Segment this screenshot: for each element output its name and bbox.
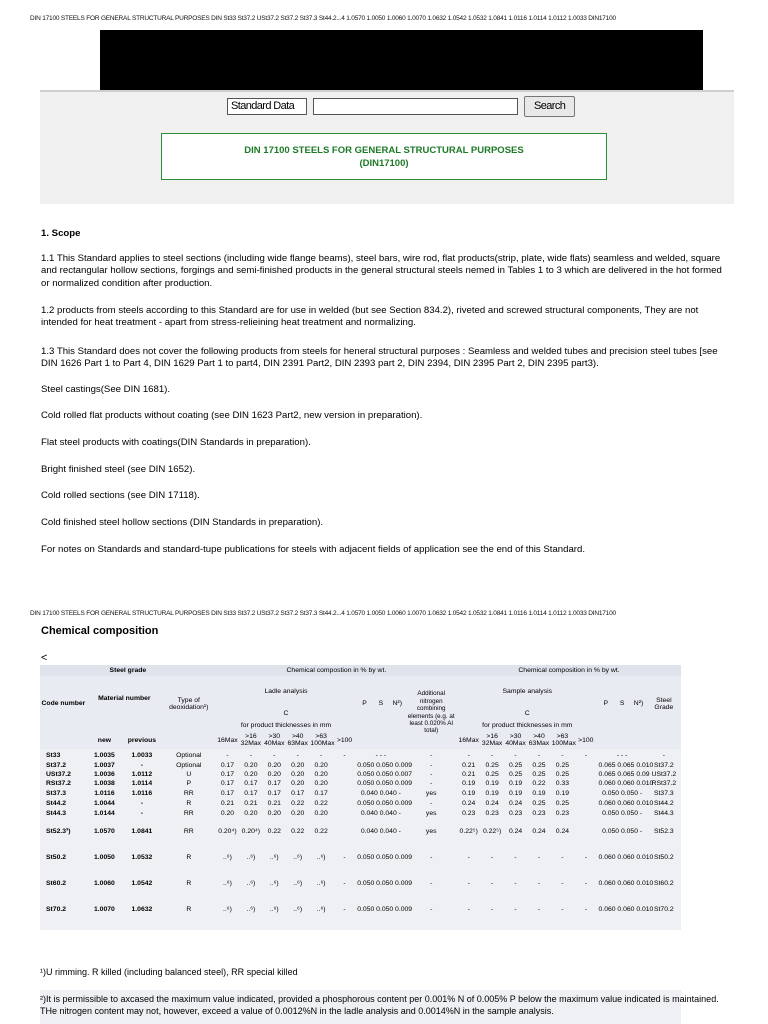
ladle-c-cell: ..⁶) — [316, 905, 326, 913]
table-row — [40, 788, 681, 798]
material-previous-cell: 1.0841 — [131, 827, 153, 835]
additional-elements-cell: - — [430, 879, 433, 887]
sample-c-cell: - — [584, 751, 587, 759]
sample-c-cell: - — [491, 879, 494, 887]
ladle-c-cell — [333, 770, 356, 779]
steel-grade-cell: USt37.2 — [651, 771, 677, 778]
steel-grade-cell: St37.2 — [654, 762, 674, 769]
ladle-c-cell: 0.17 — [291, 789, 305, 797]
sample-c-cell: 0.24 — [555, 827, 570, 835]
ladle-c-cell: 0.17 — [220, 780, 235, 787]
ladle-c-cell: 0.17 — [314, 789, 328, 797]
ladle-c-cell: 0.20 — [267, 762, 281, 769]
sample-c-cell: 0.23 — [462, 809, 476, 817]
scope-paragraph-5: Cold rolled flat products without coating (see DIN 1623 Part2, new version in preparation). — [41, 410, 423, 421]
search-button[interactable]: Search — [524, 96, 575, 117]
sample-c-cell: 0.23 — [555, 809, 570, 817]
material-new-cell: 1.0035 — [94, 751, 115, 759]
sample-c-cell: 0.25 — [532, 762, 546, 769]
ladle-psn-cell: 0.050 0.050 0.009 — [357, 879, 413, 887]
sample-c-cell: - — [561, 751, 564, 759]
scope-paragraph-1: 1.1 This Standard applies to steel sections (including wide flange beams), steel bars, wire rod, flat products(strip, plate, wide flats) seamless and welded, square and rectangular hollow sections, forgings and semi-finished products in the general structural steels nemed in Tables 1 to 3 which are delivered in the hot formed or normalized condition after production. — [41, 253, 722, 289]
sample-psn-cell: 0.050 0.050 - — [602, 827, 643, 835]
steel-grade-cell: St52.3 — [654, 827, 674, 835]
sample-c-cell — [574, 788, 597, 798]
material-new-cell: 1.0116 — [94, 789, 115, 797]
sample-c-cell: 0.22⁵) — [459, 827, 478, 835]
ladle-c-cell: 0.20 — [244, 762, 258, 769]
ladle-t100-header: >100 — [333, 731, 356, 749]
sample-c-cell: - — [514, 853, 517, 861]
deoxidation-cell: R — [186, 853, 192, 861]
code-cell: St52.3³) — [46, 827, 71, 835]
ladle-c-cell: - — [249, 751, 252, 759]
footnote-1: ¹)U rimming. R killed (including balanced steel), RR special killed — [40, 967, 298, 977]
ladle-c-cell: 0.21 — [244, 799, 258, 807]
ladle-t30-40-header: >30 40Max — [264, 733, 285, 747]
ladle-c-cell: - — [343, 879, 346, 887]
sample-psn-cell: 0.060 0.060 0.010 — [598, 799, 654, 807]
code-cell: St33 — [46, 751, 61, 759]
sample-c-cell: 0.19 — [508, 780, 523, 787]
ladle-c-cell: 0.20 — [220, 809, 235, 817]
material-previous-cell: 1.0532 — [131, 853, 153, 861]
sample-c-cell: - — [561, 879, 564, 887]
ladle-c-header: C — [216, 706, 357, 720]
material-new-cell: 1.0070 — [94, 905, 115, 913]
scope-paragraph-7: Bright finished steel (see DIN 1652). — [41, 464, 196, 475]
table-row — [40, 844, 681, 870]
page-title — [161, 133, 607, 180]
ladle-c-cell: 0.17 — [267, 780, 281, 787]
ladle-c-cell: ..⁶) — [293, 905, 303, 913]
sample-psn-cell: 0.065 0.065 0.09 — [598, 771, 650, 778]
sample-c-cell: - — [584, 905, 587, 913]
sample-t40-63-header: >40 63Max — [528, 733, 550, 747]
code-spacer — [40, 731, 87, 749]
additional-elements-cell: - — [430, 780, 433, 787]
steel-grade-cell: - — [662, 751, 665, 759]
ladle-c-cell: ..⁶) — [246, 879, 256, 887]
code-cell: RSt37.2 — [46, 780, 71, 787]
deoxidation-cell: R — [186, 879, 192, 887]
ladle-c-cell: ..⁶) — [293, 853, 303, 861]
ladle-c-cell: ..⁶) — [269, 879, 279, 887]
ladle-psn-cell: 0.050 0.050 0.009 — [357, 762, 413, 769]
ladle-c-cell: ..⁶) — [269, 853, 279, 861]
ladle-c-cell: 0.17 — [244, 780, 258, 787]
ladle-c-cell: ..⁶) — [316, 879, 326, 887]
material-previous-cell: - — [140, 762, 144, 769]
sample-c-cell — [574, 798, 597, 808]
sample-c-cell: - — [561, 853, 564, 861]
back-link[interactable]: < — [41, 652, 48, 664]
steel-grade-cell: RSt37.2 — [651, 780, 677, 787]
sample-c-cell: 0.19 — [555, 789, 570, 797]
deoxidation-cell: R — [186, 905, 192, 913]
chemical-composition-heading: Chemical composition — [41, 625, 159, 637]
sample-c-cell: 0.19 — [532, 789, 546, 797]
ladle-psn-cell: 0.040 0.040 - — [360, 809, 401, 817]
ladle-c-cell: 0.20 — [314, 780, 328, 787]
sample-psn-cell: 0.065 0.065 0.010 — [598, 762, 654, 769]
ladle-t16-32-header: >16 32Max — [240, 733, 262, 747]
code-cell: St50.2 — [46, 853, 67, 861]
steel-grade-cell: St70.2 — [654, 905, 674, 913]
sample-psn-spacer — [598, 731, 681, 749]
material-new-cell: 1.0144 — [94, 809, 115, 817]
ladle-c-cell: - — [296, 751, 299, 759]
sample-thickness-header: for product thicknesses in mm — [457, 720, 598, 731]
ladle-t63-100-header: >63 100Max — [310, 733, 335, 747]
table-row — [40, 808, 681, 818]
table-row — [40, 870, 681, 896]
sample-t63-100-header: >63 100Max — [551, 733, 576, 747]
scope-paragraph-4: Steel castings(See DIN 1681). — [41, 384, 171, 395]
sample-c-cell: - — [561, 905, 564, 913]
ladle-c-cell: - — [226, 751, 229, 759]
sample-psn-cell: 0.050 0.050 - — [602, 789, 643, 797]
ladle-c-cell: 0.22 — [267, 827, 281, 835]
sample-c-cell: 0.24 — [462, 799, 476, 807]
ladle-c-cell: 0.20 — [267, 771, 281, 778]
ladle-c-cell: 0.20 — [291, 780, 305, 787]
sample-c-cell: 0.25 — [532, 771, 546, 778]
sample-c-cell — [574, 779, 597, 788]
scope-paragraph-9: Cold finished steel hollow sections (DIN Standards in preparation). — [41, 517, 324, 528]
ladle-c-cell: ..⁶) — [316, 853, 326, 861]
sample-c-header: C — [457, 706, 598, 720]
sample-c-cell: 0.33 — [555, 780, 570, 787]
ladle-c-cell: 0.17 — [220, 771, 235, 778]
code-cell: St44.3 — [46, 809, 67, 817]
material-previous-cell: 1.0112 — [131, 771, 153, 778]
ladle-c-cell: 0.17 — [267, 789, 281, 797]
material-previous-cell: 1.0632 — [131, 905, 153, 913]
new-header: new — [87, 731, 122, 749]
sample-c-cell: 0.24 — [532, 827, 546, 835]
sample-psn-cell: 0.050 0.050 - — [602, 809, 643, 817]
sample-t16-32-header: >16 32Max — [481, 733, 503, 747]
scope-paragraph-8: Cold rolled sections (see DIN 17118). — [41, 490, 200, 501]
additional-elements-cell: - — [430, 751, 433, 759]
sample-psn-cell: 0.060 0.060 0.010 — [598, 905, 654, 913]
title-line-2: (DIN17100) — [359, 157, 409, 169]
ladle-c-cell: ..⁶) — [223, 905, 232, 913]
sample-psn-cell: - - - — [616, 751, 628, 759]
ladle-c-cell: 0.20 — [314, 809, 328, 817]
ladle-c-cell: 0.22 — [291, 827, 305, 835]
sample-c-cell: 0.23 — [532, 809, 546, 817]
deox-spacer — [162, 731, 216, 749]
sample-c-cell: 0.22⁵) — [482, 827, 502, 835]
ladle-c-cell: 0.20 — [291, 771, 305, 778]
material-new-cell: 1.0050 — [94, 853, 115, 861]
ladle-c-cell: ..⁶) — [293, 879, 303, 887]
p-header-sample: P — [598, 676, 614, 731]
ladle-c-cell: 0.20 — [291, 809, 305, 817]
sample-c-cell: - — [467, 879, 470, 887]
ladle-psn-cell: 0.050 0.050 0.007 — [357, 771, 413, 778]
steel-grade-cell: St50.2 — [654, 853, 674, 861]
sample-c-cell: 0.19 — [508, 789, 523, 797]
deoxidation-cell: R — [186, 799, 192, 807]
sample-psn-cell: 0.060 0.060 0.010 — [598, 853, 654, 861]
additional-elements-cell: yes — [425, 827, 437, 835]
banner-image — [100, 30, 703, 90]
steel-grade-cell: St44.2 — [654, 799, 674, 807]
search-category-select[interactable]: Standard Data — [227, 98, 307, 115]
scope-paragraph-2: 1.2 products from steels according to this Standard are for use in welded (but see Section 834.2), riveted and screwed structural components, They are not intended for heat treatment - apart from stress-relieining heat treatment and normalizing. — [41, 305, 699, 329]
sample-c-cell: 0.19 — [462, 780, 476, 787]
sample-c-cell: 0.24 — [508, 827, 523, 835]
ladle-c-cell: 0.20 — [244, 771, 258, 778]
material-new-cell: 1.0037 — [94, 762, 115, 769]
additional-elements-cell: - — [430, 799, 433, 807]
code-cell: St60.2 — [46, 879, 67, 887]
sample-psn-cell: 0.060 0.060 0.010 — [598, 879, 654, 887]
table-row — [40, 761, 681, 770]
steel-grade-header: Steel grade — [40, 665, 216, 676]
ladle-c-cell: 0.17 — [220, 762, 235, 769]
s-header: S — [373, 676, 389, 731]
ladle-c-cell: 0.20 — [244, 809, 258, 817]
sample-c-cell: 0.19 — [462, 789, 476, 797]
footnote-2: ²)It is permissible to axcased the maximum value indicated, provided a phosphorous content per 0.001% N of 0.005% P below the maximum value indicated is maintained. THe nitrogen content may not, however, exceed a value of 0.0012%N in the ladle analysis and 0.0014%N in the sample analysis. — [40, 994, 719, 1016]
sample-c-cell: - — [467, 751, 470, 759]
steel-grade-cell: St60.2 — [654, 879, 674, 887]
sample-c-cell: 0.25 — [555, 762, 570, 769]
ladle-c-cell: 0.21 — [220, 799, 235, 807]
ladle-psn-cell: - - - — [375, 751, 387, 759]
psn-spacer — [356, 731, 405, 749]
chem-sample-group-header: Chemical composition in % by wt. — [457, 665, 681, 676]
ladle-c-cell: 0.20 — [314, 771, 328, 778]
sample-c-cell: 0.21 — [462, 771, 476, 778]
sample-t30-40-header: >30 40Max — [505, 733, 526, 747]
sample-psn-cell: 0.060 0.060 0.010 — [598, 780, 654, 787]
ladle-c-cell: 0.22 — [314, 799, 328, 807]
ladle-c-cell: 0.20⁴) — [241, 827, 261, 835]
ladle-c-cell: ..⁶) — [246, 905, 256, 913]
sample-t100-header: >100 — [574, 731, 597, 749]
ladle-c-cell: - — [343, 853, 346, 861]
ladle-c-cell: ..⁶) — [223, 853, 232, 861]
sample-c-cell: - — [584, 853, 587, 861]
ladle-c-cell: - — [343, 905, 346, 913]
sample-c-cell: 0.25 — [555, 771, 570, 778]
ladle-c-cell — [333, 798, 356, 808]
material-new-cell: 1.0036 — [94, 771, 115, 778]
ladle-psn-cell: 0.050 0.050 0.009 — [357, 780, 413, 787]
ladle-c-cell — [333, 761, 356, 770]
material-new-cell: 1.0044 — [94, 799, 115, 807]
deoxidation-cell: RR — [183, 789, 194, 797]
steel-grade-cell: St37.3 — [654, 789, 674, 797]
sample-c-cell: - — [491, 853, 494, 861]
search-bar — [227, 96, 575, 116]
ladle-c-cell: 0.22 — [314, 827, 328, 835]
sample-c-cell: 0.25 — [555, 799, 570, 807]
table-row — [40, 896, 681, 922]
sample-c-cell: 0.23 — [508, 809, 523, 817]
ladle-c-cell: 0.21 — [267, 799, 281, 807]
code-cell: USt37.2 — [46, 771, 71, 778]
sample-c-cell: 0.22 — [532, 780, 546, 787]
sample-t16-header: 16Max — [457, 731, 480, 749]
additional-elements-cell: - — [430, 853, 433, 861]
material-previous-cell: 1.0116 — [131, 789, 153, 797]
ladle-c-cell: 0.20⁴) — [218, 827, 237, 835]
ladle-c-cell — [333, 818, 356, 844]
table-row — [40, 798, 681, 808]
material-previous-cell: 1.0114 — [131, 780, 153, 787]
chemical-composition-table — [40, 665, 681, 922]
sample-c-cell: - — [537, 751, 541, 759]
sample-c-cell: 0.21 — [462, 762, 476, 769]
code-cell: St37.2 — [46, 762, 67, 769]
deoxidation-header: Type of deoxidation¹) — [162, 676, 216, 731]
material-number-header: Material number — [87, 676, 162, 720]
table-row — [40, 779, 681, 788]
ladle-psn-cell: 0.050 0.050 0.009 — [357, 799, 413, 807]
steel-grade-col-header: Steel Grade — [647, 676, 681, 731]
chemical-composition-table-container — [40, 665, 681, 930]
scope-paragraph-6: Flat steel products with coatings(DIN Standards in preparation). — [41, 437, 311, 448]
code-cell: St70.2 — [46, 905, 67, 913]
ladle-psn-cell: 0.050 0.050 0.009 — [357, 905, 413, 913]
ladle-c-cell: 0.22 — [291, 799, 305, 807]
additional-elements-cell: - — [430, 762, 433, 769]
sample-c-cell: - — [491, 905, 494, 913]
deoxidation-cell: RR — [183, 827, 194, 835]
table-row — [40, 770, 681, 779]
scope-heading: 1. Scope — [41, 228, 81, 239]
ladle-c-cell: 0.17 — [220, 789, 235, 797]
chem-ladle-group-header: Chemical compostion in % by wt. — [216, 665, 457, 676]
scope-paragraph-3: 1.3 This Standard does not cover the following products from steels for heneral structural purposes : Seamless and welded tubes and precision steel tubes [see DIN 1626 Part 1 to Part 4, DIN 1629 Part 1 to part4, DIN 2391 Part2, DIN 2393 part 2, DIN 2394, DIN 2395 Part 2, DIN 2395 part3). — [41, 346, 718, 370]
sample-c-cell: 0.25 — [532, 799, 546, 807]
n-header: N²) — [389, 676, 405, 731]
material-previous-cell: - — [140, 809, 144, 817]
ladle-analysis-header: Ladle analysis — [216, 676, 357, 706]
sample-c-cell — [574, 770, 597, 779]
material-new-cell: 1.0570 — [94, 827, 115, 835]
material-new-cell: 1.0038 — [94, 780, 115, 787]
ladle-c-cell: 0.20 — [267, 809, 281, 817]
sample-analysis-header: Sample analysis — [457, 676, 598, 706]
code-cell: St37.3 — [46, 789, 67, 797]
ladle-c-cell: ..⁶) — [246, 853, 256, 861]
material-previous-cell: 1.0033 — [131, 751, 153, 759]
p-header: P — [356, 676, 372, 731]
ladle-psn-cell: 0.050 0.050 0.009 — [357, 853, 413, 861]
additional-elements-cell: yes — [425, 789, 437, 797]
ladle-c-cell: 0.17 — [244, 789, 258, 797]
deoxidation-cell: P — [186, 780, 192, 787]
ladle-c-cell: - — [343, 751, 346, 759]
deoxidation-cell: Optional — [176, 751, 202, 759]
additional-elements-cell: yes — [425, 809, 437, 817]
table-row — [40, 818, 681, 844]
material-previous-cell: 1.0542 — [131, 879, 153, 887]
ladle-c-cell — [333, 788, 356, 798]
sample-c-cell — [574, 761, 597, 770]
page-header-2: DIN 17100 STEELS FOR GENERAL STRUCTURAL PURPOSES DIN St33 St37.2 USt37.2 St37.2 St37.3 St44.2...4 1.0570 1.0050 1.0060 1.0070 1.0632 1.0542 1.0532 1.0841 1.0116 1.0114 1.0112 1.0033 DIN17100 — [30, 610, 616, 617]
previous-header: previous — [122, 731, 162, 749]
page-header: DIN 17100 STEELS FOR GENERAL STRUCTURAL PURPOSES DIN St33 St37.2 USt37.2 St37.2 St37.3 St44.2...4 1.0570 1.0050 1.0060 1.0070 1.0632 1.0542 1.0532 1.0841 1.0116 1.0114 1.0112 1.0033 DIN17100 — [30, 15, 616, 22]
material-number-spacer — [87, 720, 162, 731]
sample-c-cell: 0.25 — [508, 771, 523, 778]
s-header-sample: S — [614, 676, 630, 731]
sample-c-cell: - — [514, 879, 517, 887]
sample-c-cell: - — [584, 879, 587, 887]
ladle-c-cell: 0.20 — [314, 762, 328, 769]
sample-c-cell: - — [467, 853, 470, 861]
sample-c-cell: - — [537, 905, 541, 913]
sample-c-cell: 0.23 — [485, 809, 499, 817]
sample-c-cell — [574, 818, 597, 844]
sample-c-cell: - — [491, 751, 494, 759]
ladle-psn-cell: 0.040 0.040 - — [360, 789, 401, 797]
title-line-1: DIN 17100 STEELS FOR GENERAL STRUCTURAL PURPOSES — [244, 144, 524, 156]
n-header-sample: N²) — [630, 676, 646, 731]
sample-c-cell: 0.25 — [485, 762, 499, 769]
sample-c-cell: 0.25 — [485, 771, 499, 778]
ladle-c-cell: - — [320, 751, 323, 759]
scope-paragraph-10: For notes on Standards and standard-tupe publications for steels with adjacent fields of application see the end of this Standard. — [41, 544, 585, 555]
sample-c-cell: 0.19 — [485, 789, 499, 797]
sample-c-cell: 0.25 — [508, 762, 523, 769]
sample-c-cell: - — [537, 853, 541, 861]
ladle-t40-63-header: >40 63Max — [287, 733, 308, 747]
ladle-psn-cell: 0.040 0.040 - — [360, 827, 401, 835]
ladle-c-cell: 0.20 — [291, 762, 305, 769]
ladle-c-cell: ..⁶) — [269, 905, 279, 913]
sample-c-cell: - — [537, 879, 541, 887]
material-new-cell: 1.0060 — [94, 879, 115, 887]
code-number-header: Code number — [40, 676, 87, 731]
deoxidation-cell: Optional — [176, 762, 202, 769]
steel-grade-cell: St44.3 — [654, 809, 674, 817]
sample-c-cell: - — [467, 905, 470, 913]
deoxidation-cell: RR — [183, 809, 194, 817]
sample-c-cell — [574, 808, 597, 818]
ladle-c-cell — [333, 808, 356, 818]
sample-c-cell: 0.19 — [485, 780, 499, 787]
sample-c-cell: 0.24 — [485, 799, 499, 807]
ladle-t16-header: 16Max — [216, 731, 239, 749]
sample-c-cell: - — [514, 905, 517, 913]
additional-elements-header: Additional nitrogen combining elements (e.g. at least 0.020% Al total) — [405, 676, 457, 749]
additional-elements-cell: - — [430, 771, 433, 778]
material-previous-cell: - — [140, 799, 144, 807]
ladle-c-cell — [333, 779, 356, 788]
ladle-thickness-header: for product thicknesses in mm — [216, 720, 357, 731]
sample-c-cell: 0.24 — [508, 799, 523, 807]
ladle-c-cell: ..⁶) — [223, 879, 232, 887]
ladle-c-cell: - — [273, 751, 276, 759]
deoxidation-cell: U — [186, 771, 192, 778]
chemical-composition-body — [40, 749, 681, 922]
sample-c-cell: - — [514, 751, 517, 759]
table-row — [40, 749, 681, 761]
code-cell: St44.2 — [46, 799, 67, 807]
additional-elements-cell: - — [430, 905, 433, 913]
search-input[interactable] — [313, 98, 518, 115]
